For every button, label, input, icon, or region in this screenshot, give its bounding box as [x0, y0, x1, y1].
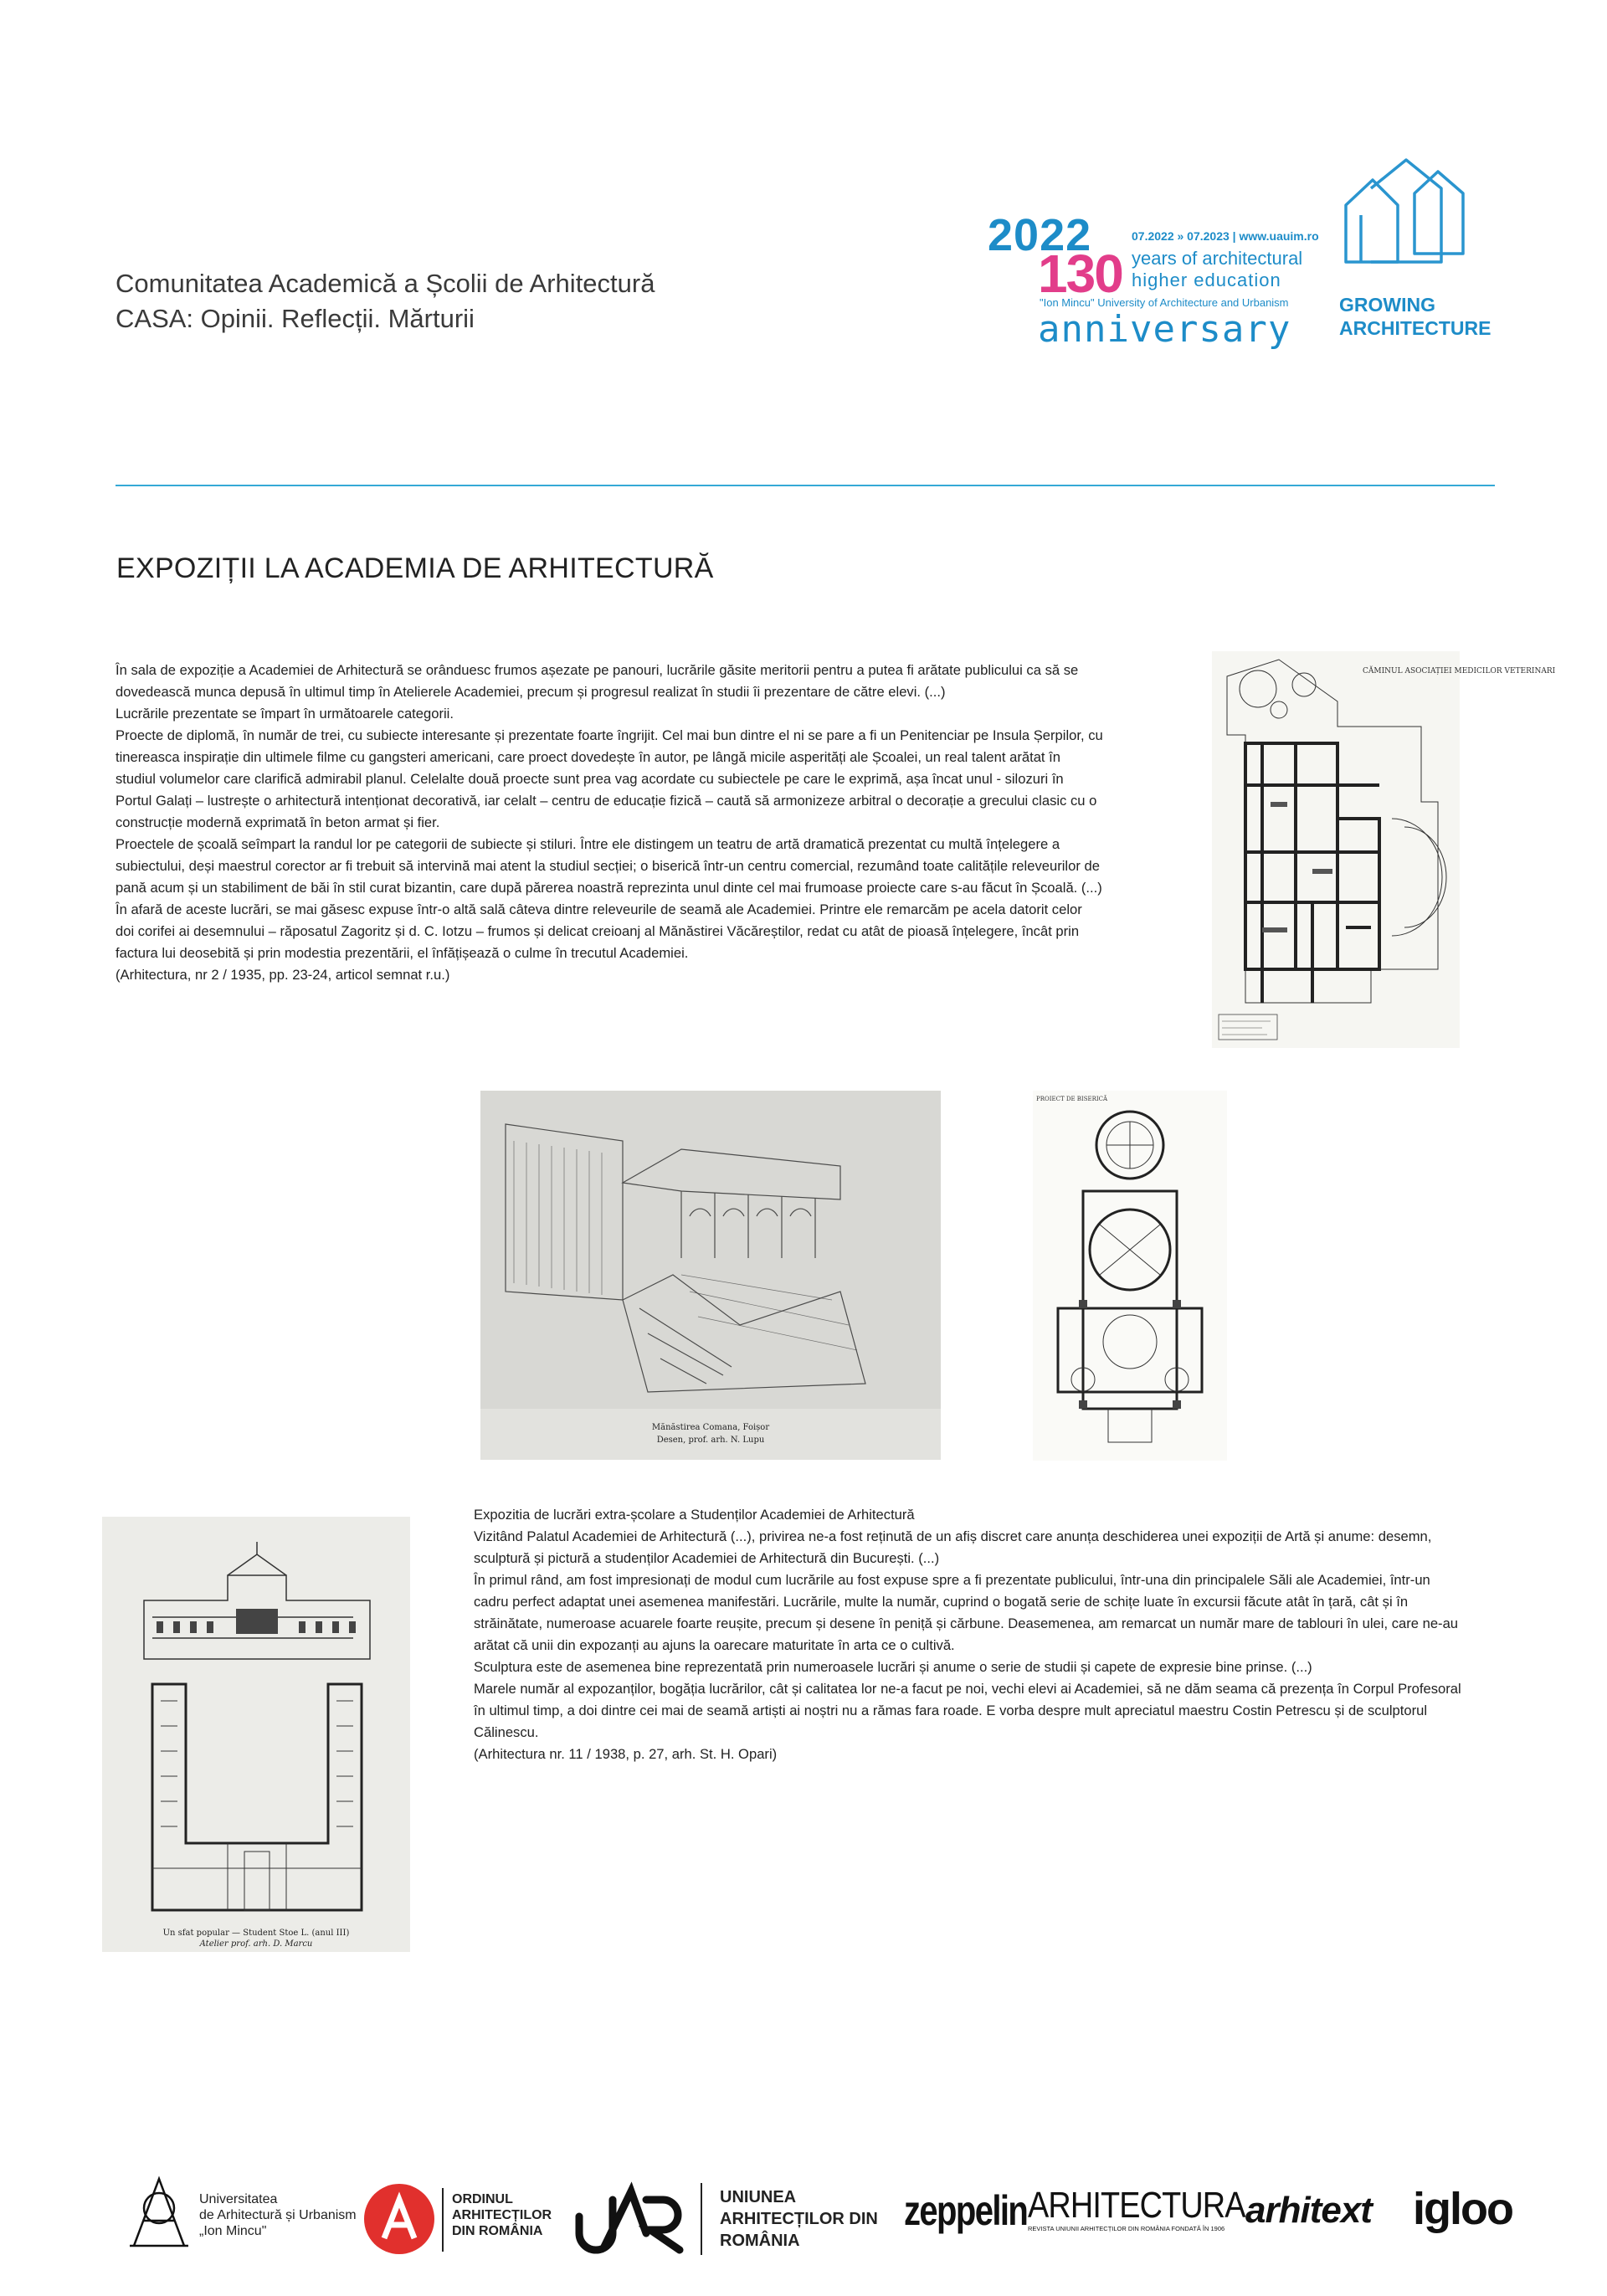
article-2-paragraph: Vizitând Palatul Academiei de Arhitectură (...), privirea ne-a fost reținută de un afiș discret care anunța deschiderea unei expoziții de Artă și anume: desemn, sculptură și pictură a studenților Academiei de Arhitectură din București. (...)	[474, 1528, 1432, 1566]
building-plan-image	[102, 1517, 410, 1952]
uauim-emblem-icon	[126, 2175, 193, 2250]
arhitectura-subtitle: REVISTA UNIUNII ARHITECȚILOR DIN ROMÂNIA FONDATĂ ÎN 1906	[1028, 2225, 1225, 2232]
anniversary-year: 2022	[988, 210, 1092, 260]
footer-logos	[0, 2160, 1607, 2277]
sketch-caption-2: Desen, prof. arh. N. Lupu	[656, 1436, 765, 1445]
anniversary-word: anniversary	[1038, 308, 1291, 351]
oar-line3: DIN ROMÂNIA	[452, 2224, 543, 2238]
anniversary-dates: 07.2022 » 07.2023 | www.uauim.ro	[1132, 229, 1319, 243]
church-plan-image	[1033, 1091, 1227, 1461]
article-1-paragraph: Proecte de diplomă, în număr de trei, cu subiecte interesante și prezentate foarte îngrijit. Cel mai bun dintre el ni se pare a fi un Penitenciar pe Insula Șerpilor, cu tinereasca inspirație din ultimele filme cu gangsteri americani, care proect dovedește în autor, pe lângă micile asperități ale Școalei, un real talent arătat în studiul volumelor care clarifică admirabil planul. Celelalte două proecte sunt prea vag acordate cu subiectele pe care le exprimă, așa încat unul - silozuri în Portul Galați – lustrește o arhitectură intenționat decorativă, iar celalt – centru de educație fizică – caută să armonizeze arbitral o decorație a grecului clasic cu o construcție modernă exprimată în beton armat și fier.	[116, 727, 1103, 830]
growing-line1: GROWING	[1339, 294, 1435, 316]
plan-caption: CĂMINUL ASOCIAȚIEI MEDICILOR VETERINARI	[1363, 667, 1556, 675]
uauim-line1: Universitatea	[199, 2192, 278, 2206]
article-1-paragraph: În sala de expoziție a Academiei de Arhitectură se orânduesc frumos așezate pe panouri, lucrările găsite meritorii pentru a putea fi arătate publicului ca să se dovedească munca depusă în ultimul timp în Atelierele Academiei, precum și progresul realizat în studii îi prezentare de către elevi. (...)	[116, 662, 1079, 700]
uar-line3: ROMÂNIA	[720, 2232, 800, 2250]
article-2-paragraph: În primul rând, am fost impresionați de modul cum lucrările au fost expuse spre a fi prezentate publicului, într-una din principalele Săli ale Academiei, într-un cadru perfect adaptat unei asemenea manifestări. Lucrările, multe la număr, cuprind o bogată serie de schițe luate în excursii făcute atât în țară, cât și în străinătate, numeroase acuarele foarte reușite, precum și desene în peniță și cărbune. Deasemenea, am remarcat un număr mare de tablouri în ulei, care ne-au arătat că unii din expozanți au ajuns la oarecare maturitate în arta ce o cultivă.	[474, 1572, 1459, 1653]
uar-logo	[571, 2183, 878, 2259]
igloo-logo: igloo	[1413, 2184, 1512, 2234]
arhitext-logo: arhitext	[1245, 2190, 1372, 2231]
anniversary-years-line1: years of architectural	[1132, 248, 1303, 269]
uauim-logo	[126, 2175, 357, 2254]
oar-line2: ARHITECȚILOR	[452, 2208, 552, 2222]
uar-emblem-icon	[571, 2183, 696, 2255]
uauim-line3: „Ion Mincu"	[199, 2224, 267, 2238]
growing-architecture-text	[1339, 293, 1491, 340]
monastery-sketch-image	[480, 1091, 941, 1460]
section-title: EXPOZIȚII LA ACADEMIA DE ARHITECTURĂ	[116, 552, 714, 584]
header-title-line1: Comunitatea Academică a Școlii de Arhitectură	[116, 269, 655, 298]
building-caption-2: Atelier prof. arh. D. Marcu	[199, 1939, 313, 1949]
article-2	[474, 1504, 1461, 1765]
floor-plan-image	[1212, 651, 1556, 1048]
header-title	[116, 266, 655, 336]
uar-line2: ARHITECȚILOR DIN	[720, 2210, 878, 2228]
header-divider	[116, 485, 1495, 486]
oar-emblem-icon	[363, 2183, 435, 2255]
arhitectura-title: ARHITECTURA	[1028, 2185, 1245, 2226]
article-2-paragraph: Sculptura este de asemenea bine reprezentată prin numeroasele lucrări și anume o serie de studii și capete de expresie bine prinse. (...)	[474, 1659, 1312, 1675]
growing-architecture-logo	[1339, 155, 1507, 356]
arhitectura-logo	[1028, 2185, 1281, 2232]
houses-icon	[1339, 155, 1473, 280]
oar-logo	[363, 2183, 552, 2259]
oar-line1: ORDINUL	[452, 2192, 513, 2206]
article-1-paragraph: Lucrările prezentate se împart în următoarele categorii.	[116, 706, 454, 722]
article-1-paragraph: Proectele de școală seîmpart la randul lor pe categorii de subiecte și stiluri. Între ele distingem un teatru de artă dramatică prezentat cu multă înțelegere a subiectului, deși maestrul corector ar fi trebuit să intervină mai atent la studiul secției; o biserică într-un centru comercial, rezumând toate calitățile releveurilor de pană acum și un stabiliment de băi în stil curat bizantin, care după părerea noastră reprezinta unul dinte cel mai frumoase proiecte care s-au făcut în Școală. (...)	[116, 836, 1102, 896]
growing-line2: ARCHITECTURE	[1339, 317, 1491, 339]
anniversary-years-line2: higher education	[1132, 270, 1281, 290]
anniversary-number: 130	[1038, 244, 1122, 304]
header-title-line2: CASA: Opinii. Reflecții. Mărturii	[116, 304, 475, 333]
anniversary-logo	[988, 209, 1348, 352]
uar-line1: UNIUNEA	[720, 2188, 797, 2206]
article-1	[116, 660, 1103, 986]
sketch-caption-1: Mănăstirea Comana, Foișor	[651, 1423, 770, 1432]
article-2-source: (Arhitectura nr. 11 / 1938, p. 27, arh. St. H. Opari)	[474, 1746, 778, 1762]
anniversary-university: "Ion Mincu" University of Architecture and Urbanism	[1040, 296, 1289, 309]
church-plan-caption: PROIECT DE BISERICĂ	[1036, 1096, 1108, 1102]
building-caption-1: Un sfat popular — Student Stoe L. (anul III)	[162, 1929, 350, 1938]
article-2-heading: Expozitia de lucrări extra-școlare a Studenților Academiei de Arhitectură	[474, 1507, 915, 1523]
article-1-source: (Arhitectura, nr 2 / 1935, pp. 23-24, articol semnat r.u.)	[116, 967, 450, 983]
uauim-line2: de Arhitectură și Urbanism	[199, 2208, 357, 2222]
article-1-paragraph: În afară de aceste lucrări, se mai găsesc expuse într-o altă sală câteva dintre releveurile de seamă ale Academiei. Printre ele remarcăm pe acela datorit celor doi corifei ai desemnului – răposatul Zagoritz și d. C. Iotzu – frumos și delicat creioanj al Mănăstirei Văcăreștilor, redat cu atât de pioasă înțelegere, încât prin factura lui deosebită și prin modestia prezentării, el înfățișează o culme în trecutul Academiei.	[116, 901, 1082, 961]
zeppelin-logo: zeppelin	[904, 2187, 1028, 2234]
article-2-paragraph: Marele număr al expozanților, bogăția lucrărilor, cât și calitatea lor ne-a facut pe noi, vechi elevi ai Academiei, să ne dăm seama că prezența în Corpul Profesoral în ultimul timp, a doi dintre cei mai de seamă artiști ai noștri nu a rămas fara roade. E vorba despre mult apreciatul maestru Costin Petrescu și de sculptorul Călinescu.	[474, 1681, 1461, 1740]
